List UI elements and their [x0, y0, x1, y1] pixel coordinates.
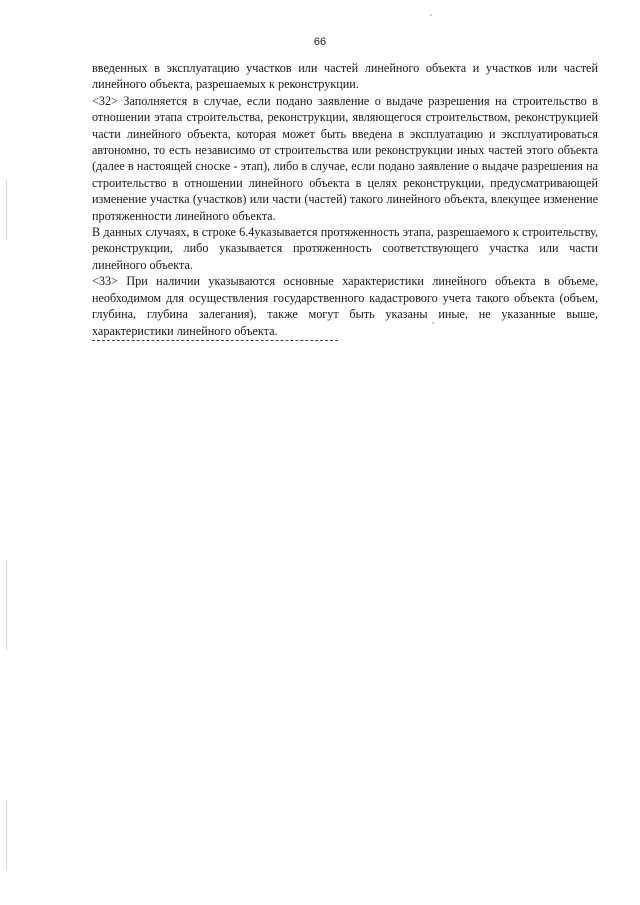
scan-artifact-line: [6, 180, 7, 240]
scan-artifact-line: [6, 560, 7, 650]
scan-artifact-line: [6, 800, 7, 870]
paragraph-cases: В данных случаях, в строке 6.4указывается протяженность этапа, разрешаемого к строительству, реконструкции, либо указывается протяженность соответствующего участка или части линейного объекта.: [92, 225, 598, 272]
scan-speck: [430, 14, 432, 16]
footnote-32: <32> Заполняется в случае, если подано заявление о выдаче разрешения на строительство в отношении этапа строительства, реконструкции, являющегося строительством, реконструкцией части линейного объекта, которая может быть введена в эксплуатацию и эксплуатироваться автономно, то есть независимо от строительства или реконструкции иных частей этого объекта (далее в настоящей сноске - этап), либо в случае, если подано заявление о выдаче разрешения на строительство в отношении линейного объекта в целях реконструкции, предусматривающей изменение участка (участков) или части (частей) такого линейного объекта, влекущее изменение протяженности линейного объекта.: [92, 93, 598, 223]
paragraph-continuation: введенных в эксплуатацию участков или частей линейного объекта и участков или частей линейного объекта, разрешаемых к реконструкции.: [92, 61, 598, 92]
document-body: [92, 60, 598, 341]
page-number: 66: [313, 36, 327, 48]
footnote-33: <33> При наличии указываются основные характеристики линейного объекта в объеме, необходимом для осуществления государственного кадастрового учета такого объекта (объем, глубина, глубина залегания), также могут быть указаны иные, не указанные выше, характеристики линейного объекта.: [92, 274, 598, 338]
footnote-end-rule: [92, 340, 338, 341]
